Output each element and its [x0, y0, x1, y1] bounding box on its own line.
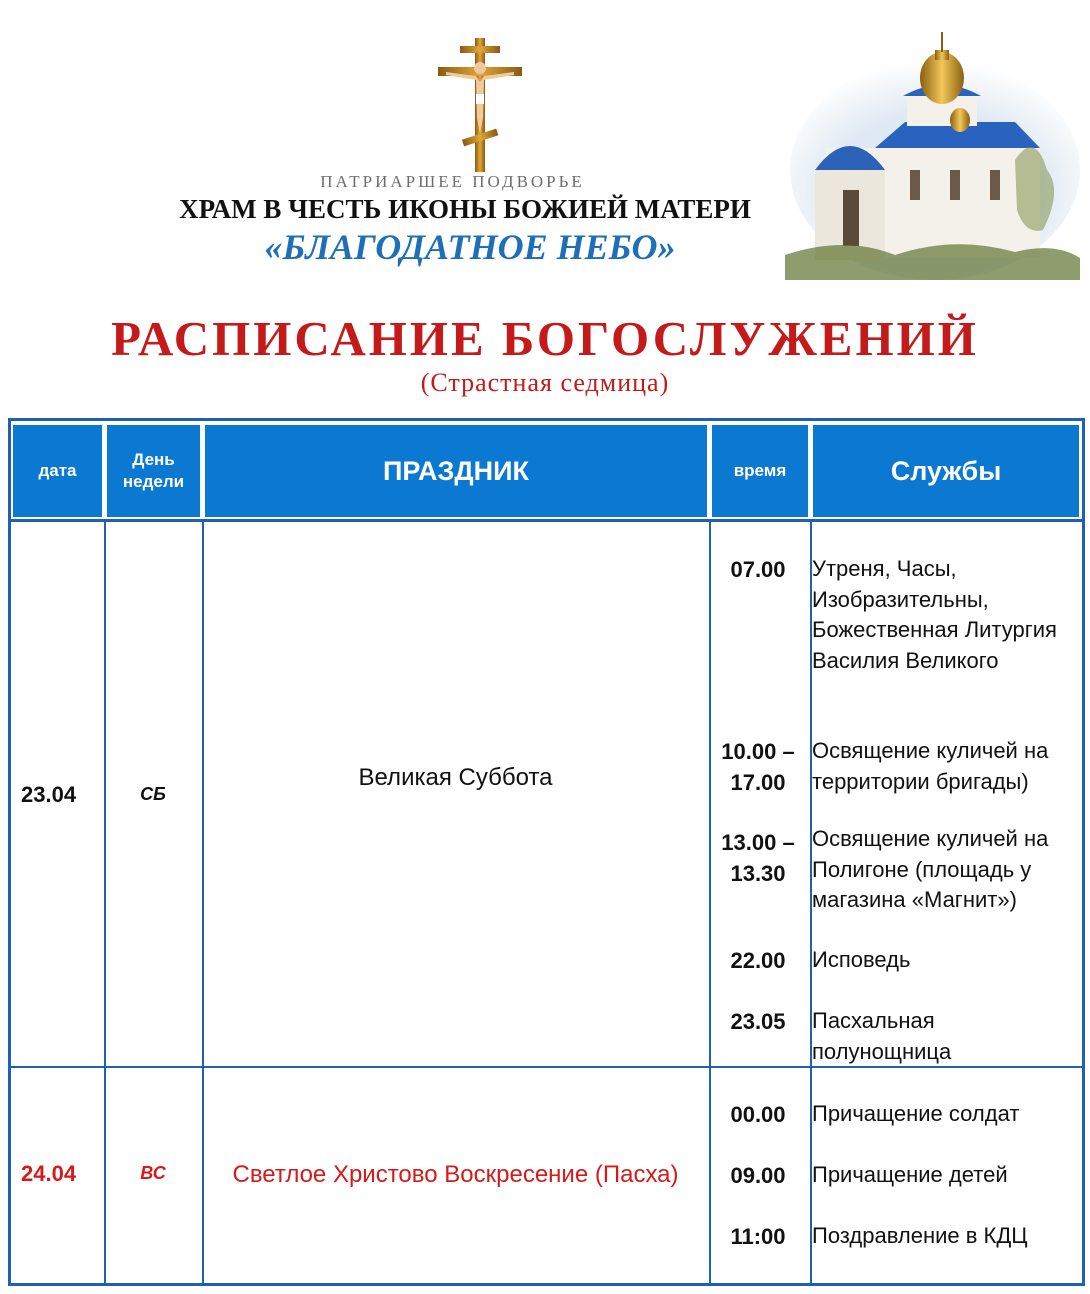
service-time: 22.00 [730, 948, 786, 973]
church-name: ХРАМ В ЧЕСТЬ ИКОНЫ БОЖИЕЙ МАТЕРИ [179, 194, 751, 224]
column-header-time: время [712, 425, 808, 517]
row-date: 23.04 [21, 782, 77, 807]
service-name: Освящение куличей на Полигоне (площадь у магазина «Магнит») [812, 826, 1049, 912]
service-name: Пасхальная полунощница [812, 1008, 952, 1064]
service-time: 00.00 [730, 1102, 786, 1127]
row-feast: Великая Суббота [358, 764, 553, 791]
column-header-services: Службы [813, 425, 1079, 517]
service-name: Причащение детей [812, 1162, 1008, 1187]
page-subtitle: (Страстная седмица) [420, 368, 670, 397]
service-name: Причащение солдат [812, 1101, 1020, 1126]
row-weekday: СБ [140, 784, 166, 804]
row-date: 24.04 [21, 1161, 77, 1186]
page-title: РАСПИСАНИЕ БОГОСЛУЖЕНИЙ [111, 311, 979, 366]
column-header-date: дата [13, 425, 102, 517]
service-time: 07.00 [730, 557, 786, 582]
org-label: ПАТРИАРШЕЕ ПОДВОРЬЕ [320, 172, 585, 191]
service-time: 11:00 [730, 1224, 786, 1249]
column-header-feast: ПРАЗДНИК [205, 425, 707, 517]
service-name: Поздравление в КДЦ [812, 1223, 1028, 1248]
row-feast: Светлое Христово Воскресение (Пасха) [232, 1161, 679, 1188]
service-name: Освящение куличей на территории бригады) [812, 738, 1049, 794]
service-time: 09.00 [730, 1163, 786, 1188]
service-time: 10.00 – 17.00 [721, 739, 795, 795]
service-name: Исповедь [812, 947, 911, 972]
service-time: 13.00 – 13.30 [721, 830, 795, 886]
church-image [785, 30, 1080, 280]
service-time: 23.05 [730, 1009, 786, 1034]
service-name: Утреня, Часы, Изобразительны, Божественная Литургия Василия Великого [812, 556, 1057, 673]
orthodox-cross-icon [436, 38, 526, 172]
column-header-weekday: День недели [107, 425, 200, 517]
row-weekday: ВС [140, 1163, 166, 1183]
header-divider [11, 519, 1082, 522]
church-dedication: «БЛАГОДАТНОЕ НЕБО» [264, 227, 676, 267]
